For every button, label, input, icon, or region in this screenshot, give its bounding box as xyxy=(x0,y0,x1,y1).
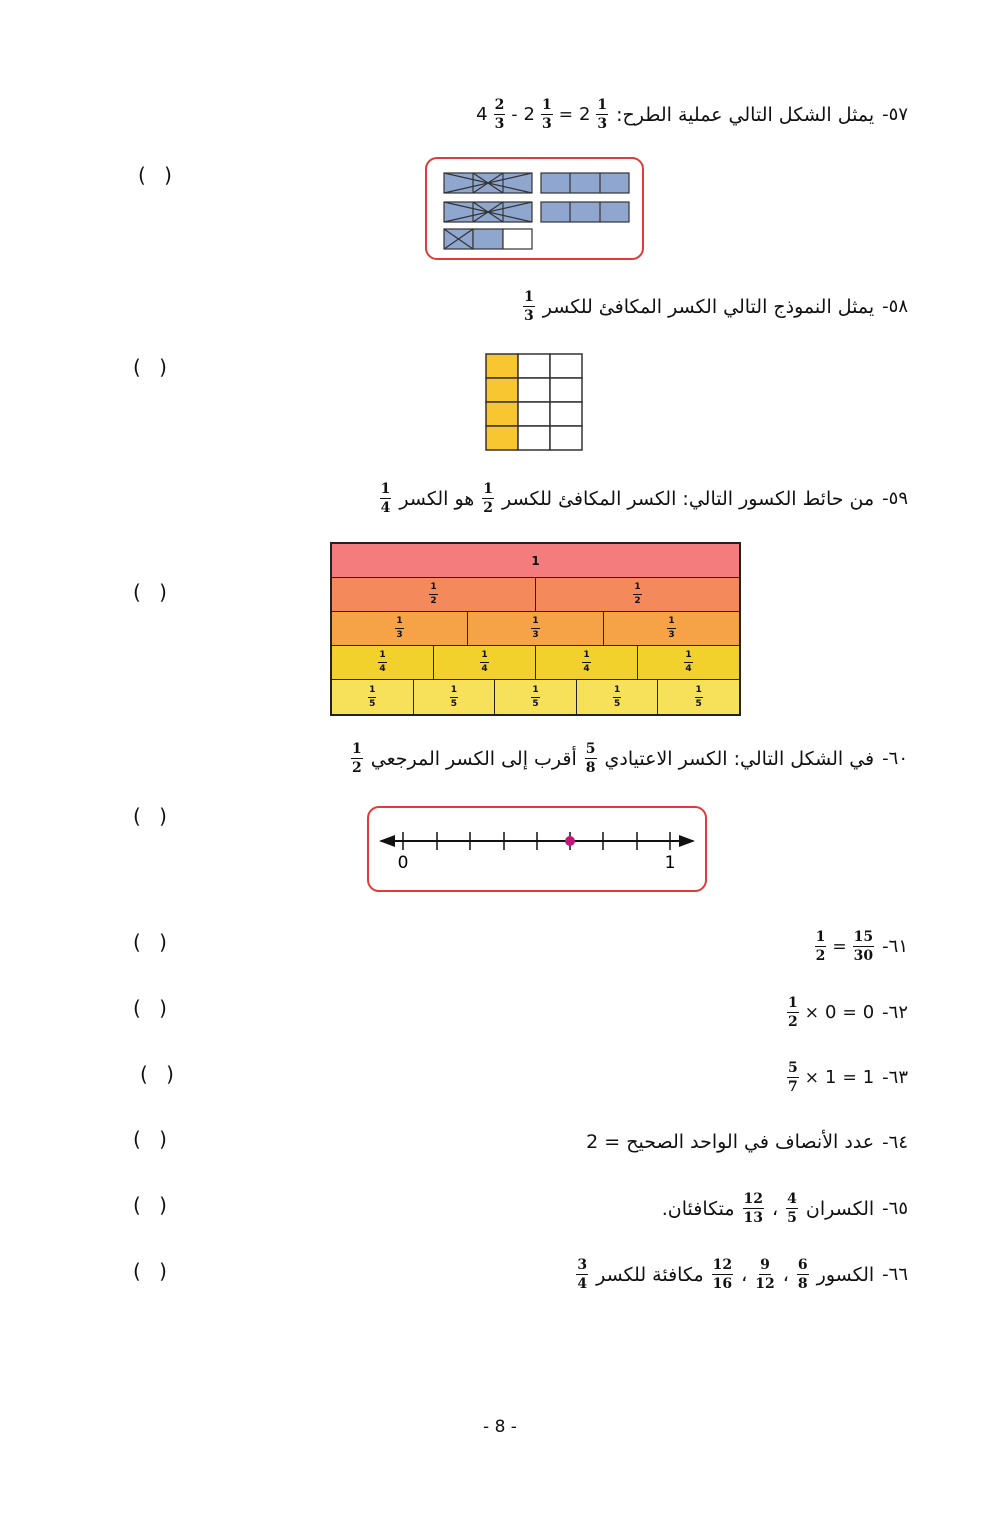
fraction: 1 2 xyxy=(483,481,494,516)
wall-row-quarters xyxy=(332,646,739,680)
answer-blank-65[interactable]: ( ) xyxy=(133,1193,173,1217)
question-number: ٦٤- xyxy=(882,1131,908,1153)
number-line xyxy=(369,808,705,890)
wall-cell: 1 5 xyxy=(332,680,414,714)
marked-point xyxy=(565,836,575,846)
wall-cell: 1 4 xyxy=(685,650,692,674)
wall-cell: 1 5 xyxy=(495,680,577,714)
fraction-wall xyxy=(330,542,741,716)
question-number: ٦٢- xyxy=(882,1002,908,1023)
question-number: ٦٥- xyxy=(882,1198,908,1219)
question-number: ٦٠- xyxy=(882,748,908,769)
question-63 xyxy=(787,1061,908,1094)
question-text: من حائط الكسور التالي: الكسر المكافئ للكسر xyxy=(502,487,875,510)
wall-row-whole xyxy=(332,544,739,578)
wall-cell: 1 4 xyxy=(332,646,434,679)
subtraction-model xyxy=(425,157,644,260)
question-text: مكافئة للكسر xyxy=(596,1263,704,1286)
equation: $\frac{5}{7}$ × 1 = 1 xyxy=(788,1060,875,1095)
wall-cell: 1 xyxy=(531,553,540,568)
question-text: الكسران xyxy=(805,1197,875,1220)
wall-cell: 1 5 xyxy=(695,684,702,709)
wall-row-halves xyxy=(332,578,739,612)
question-number: ٦١- xyxy=(882,936,908,957)
wall-row-thirds xyxy=(332,612,739,646)
fraction: 4 5 xyxy=(787,1191,797,1226)
grid-figure xyxy=(485,353,583,453)
wall-cell: 1 3 xyxy=(468,612,604,645)
question-number: ٦٣- xyxy=(882,1067,908,1088)
answer-blank-59[interactable]: ( ) xyxy=(133,580,173,604)
question-62 xyxy=(787,996,908,1029)
question-number: ٦٦- xyxy=(882,1264,908,1285)
question-text: يمثل النموذج التالي الكسر المكافئ للكسر xyxy=(542,295,875,318)
number-line-box xyxy=(367,806,707,892)
wall-row-fifths xyxy=(332,680,739,714)
fraction: 12 13 xyxy=(743,1191,764,1226)
wall-cell: 1 2 xyxy=(332,578,536,611)
question-58 xyxy=(523,290,908,323)
question-text: أقرب إلى الكسر المرجعي xyxy=(370,747,577,770)
fraction: 6 8 xyxy=(797,1257,808,1292)
question-65: ٦٥- الكسران 4 5 ، 12 13 متكافئان. xyxy=(661,1191,908,1226)
question-64 xyxy=(586,1131,908,1153)
page-number: - 8 - xyxy=(483,1417,517,1437)
subtraction-expression: 4 2 3 - 2 $\frac{1}{3}$ = 2 1 3 xyxy=(476,97,608,132)
equation: $\frac{1}{2}$ = $\frac{15}{30}$ xyxy=(815,929,874,964)
answer-blank-61[interactable]: ( ) xyxy=(133,930,173,954)
question-59 xyxy=(380,482,908,515)
answer-blank-64[interactable]: ( ) xyxy=(133,1127,173,1151)
fraction: 1 4 xyxy=(380,481,391,516)
fraction-grid-model xyxy=(485,353,583,457)
wall-cell: 1 2 xyxy=(634,582,641,606)
question-number: ٥٩- xyxy=(882,488,908,509)
question-text: يمثل الشكل التالي عملية الطرح: xyxy=(616,103,875,126)
answer-blank-66[interactable]: ( ) xyxy=(133,1259,173,1283)
answer-blank-60[interactable]: ( ) xyxy=(133,804,173,828)
number-line-end: 1 xyxy=(664,853,676,873)
fraction: 12 16 xyxy=(712,1257,733,1292)
number-line-start: 0 xyxy=(397,853,409,873)
question-text: عدد الأنصاف في الواحد الصحيح = 2 xyxy=(586,1131,875,1153)
wall-cell: 1 5 xyxy=(414,680,496,714)
question-text: متكافئان. xyxy=(661,1197,735,1220)
wall-cell: 1 5 xyxy=(577,680,659,714)
question-number: ٥٧- xyxy=(882,104,908,125)
wall-cell: 1 3 xyxy=(332,612,468,645)
question-text: هو الكسر xyxy=(399,487,475,510)
fraction: 1 2 xyxy=(351,741,362,776)
wall-cell: 1 4 xyxy=(536,646,638,679)
question-66: ٦٦- الكسور 6 8 ، 9 12 ، 12 16 مكافئة للكسر 3 4 xyxy=(577,1257,908,1292)
question-text: في الشكل التالي: الكسر الاعتيادي xyxy=(604,747,875,770)
question-61 xyxy=(815,930,908,963)
wall-cell: 1 4 xyxy=(434,646,536,679)
fraction: 5 8 xyxy=(585,741,596,776)
answer-blank-63[interactable]: ( ) xyxy=(140,1062,180,1086)
question-number: ٥٨- xyxy=(882,296,908,317)
answer-blank-57[interactable]: ( ) xyxy=(138,163,178,187)
fraction: 3 4 xyxy=(577,1257,588,1292)
question-57 xyxy=(476,98,908,131)
question-text: الكسور xyxy=(816,1263,875,1286)
crossed-bars-figure xyxy=(427,159,642,258)
fraction: 1 3 xyxy=(524,289,534,324)
answer-blank-62[interactable]: ( ) xyxy=(133,996,173,1020)
fraction: 9 12 xyxy=(755,1257,775,1292)
equation: $\frac{1}{2}$ × 0 = 0 xyxy=(788,995,875,1030)
question-60 xyxy=(351,742,908,775)
answer-blank-58[interactable]: ( ) xyxy=(133,355,173,379)
wall-cell: 1 3 xyxy=(668,616,675,640)
